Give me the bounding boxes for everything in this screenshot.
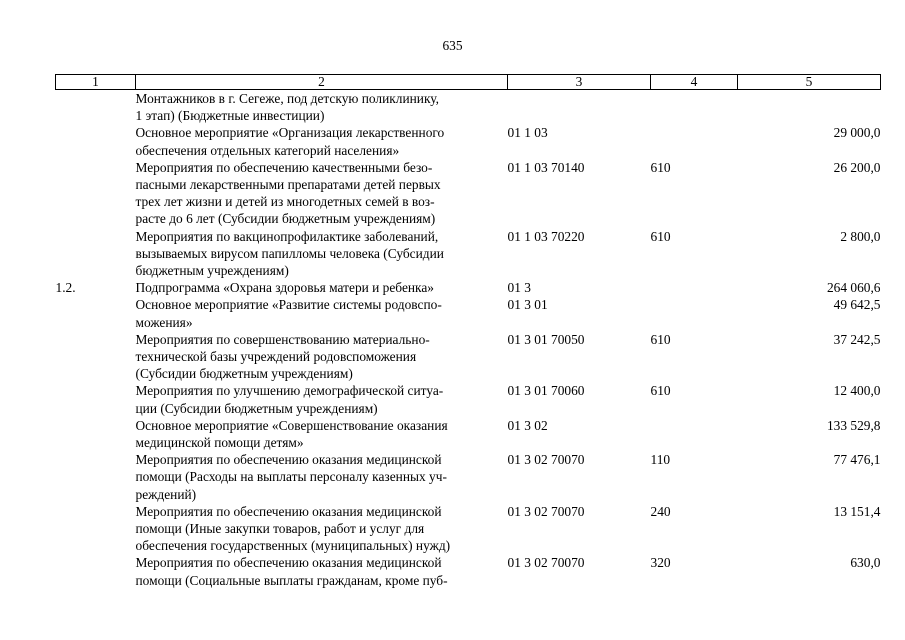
description-line: Основное мероприятие «Развитие системы родовспо- [135,297,442,313]
description-line: вызываемых вирусом папилломы человека (Субсидии [135,245,444,261]
row-amount: 49 642,5 [833,297,881,313]
description-line: расте до 6 лет (Субсидии бюджетным учреждениям) [135,211,436,227]
row-expense-type: 610 [650,159,671,175]
row-number [56,228,136,280]
row-expense-type: 610 [650,331,671,347]
table-row [56,331,881,383]
row-expense-type: 320 [650,555,671,571]
row-expense-type: 110 [650,452,671,468]
row-code: 01 3 01 70060 [507,383,585,399]
column-header-3: 3 [508,75,651,90]
page-number: 635 [442,38,463,53]
row-number [56,159,136,228]
row-expense-type [651,296,738,330]
row-amount: 77 476,1 [833,452,881,468]
description-line: реждений) [135,486,197,502]
row-expense-type [651,124,738,158]
table-row [56,296,881,330]
table-row [56,228,881,280]
table-row [56,382,881,416]
description-line: Мероприятия по обеспечению оказания медицинской [135,503,442,519]
description-line: пасными лекарственными препаратами детей первых [135,177,441,193]
description-line: Основное мероприятие «Организация лекарственного [135,125,445,141]
row-amount: 2 800,0 [840,228,881,244]
header-row [56,75,881,90]
description-line: Мероприятия по обеспечению оказания медицинской [135,555,442,571]
row-description [136,417,508,451]
description-line: Мероприятия по совершенствованию материально- [135,331,430,347]
row-expense-type: 610 [650,383,671,399]
row-amount: 29 000,0 [833,125,881,141]
row-description [136,554,508,588]
row-code: 01 3 [507,280,531,296]
table-row [56,90,881,125]
description-line: Монтажников в г. Сегеже, под детскую поликлинику, [135,91,439,106]
row-code: 01 3 01 [507,297,548,313]
row-description [136,382,508,416]
row-expense-type [651,279,738,296]
row-number [56,90,136,125]
description-line: Мероприятия по улучшению демографической ситуа- [135,383,444,399]
row-description [136,503,508,555]
row-expense-type: 610 [650,228,671,244]
row-number [56,417,136,451]
column-header-1: 1 [56,75,136,90]
table-row [56,554,881,588]
description-line: помощи (Социальные выплаты гражданам, кроме пуб- [135,572,448,588]
row-amount: 37 242,5 [833,331,881,347]
row-number [56,296,136,330]
row-description [136,124,508,158]
table-row [56,451,881,503]
description-line: Мероприятия по обеспечению качественными безо- [135,159,433,175]
description-line: обеспечения государственных (муниципальных) нужд) [135,538,451,554]
budget-table [55,74,881,589]
row-code: 01 3 02 [507,417,548,433]
description-line: помощи (Расходы на выплаты персоналу казенных уч- [135,469,447,485]
table-row [56,124,881,158]
description-line: Подпрограмма «Охрана здоровья матери и ребенка» [135,280,434,296]
table-header [56,75,881,90]
description-line: ции (Субсидии бюджетным учреждениям) [135,400,378,416]
description-line: помощи (Иные закупки товаров, работ и услуг для [135,521,425,537]
row-code: 01 1 03 [507,125,548,141]
description-line: Основное мероприятие «Совершенствование оказания [135,417,448,433]
row-amount: 264 060,6 [826,280,881,296]
row-amount: 12 400,0 [833,383,881,399]
row-number: 1.2. [55,280,76,296]
row-expense-type: 240 [650,503,671,519]
row-description [136,451,508,503]
row-code: 01 3 01 70050 [507,331,585,347]
row-number [56,331,136,383]
row-number [56,451,136,503]
description-line: бюджетным учреждениям) [135,263,289,279]
table-body [56,90,881,589]
column-header-5: 5 [738,75,881,90]
row-number [56,124,136,158]
row-description [136,331,508,383]
description-line: Мероприятия по вакцинопрофилактике заболеваний, [135,228,439,244]
row-expense-type [651,417,738,451]
description-line: 1 этап) (Бюджетные инвестиции) [135,108,325,124]
row-amount: 13 151,4 [833,503,881,519]
description-line: медицинской помощи детям» [135,435,304,451]
column-header-4: 4 [651,75,738,90]
row-amount: 133 529,8 [826,417,881,433]
row-code: 01 1 03 70220 [507,228,585,244]
row-number [56,503,136,555]
row-code: 01 3 02 70070 [507,503,585,519]
row-code [508,90,651,125]
description-line: Мероприятия по обеспечению оказания медицинской [135,452,442,468]
row-description [136,90,508,125]
description-line: трех лет жизни и детей из многодетных семей в воз- [135,194,435,210]
row-code: 01 3 02 70070 [507,452,585,468]
table-row [56,503,881,555]
row-code: 01 3 02 70070 [507,555,585,571]
description-line: технической базы учреждений родовспоможения [135,349,417,365]
row-code: 01 1 03 70140 [507,159,585,175]
row-amount: 26 200,0 [833,159,881,175]
row-amount: 630,0 [850,555,881,571]
column-header-2: 2 [136,75,508,90]
row-number [56,554,136,588]
row-expense-type [651,90,738,125]
table-row [56,159,881,228]
row-description [136,296,508,330]
row-number [56,382,136,416]
description-line: (Субсидии бюджетным учреждениям) [135,366,353,382]
row-amount [738,90,881,125]
description-line: можения» [135,314,193,330]
row-description [136,279,508,296]
row-description [136,159,508,228]
table-row [56,417,881,451]
description-line: обеспечения отдельных категорий населения» [135,142,400,158]
table-row [56,279,881,296]
row-description [136,228,508,280]
